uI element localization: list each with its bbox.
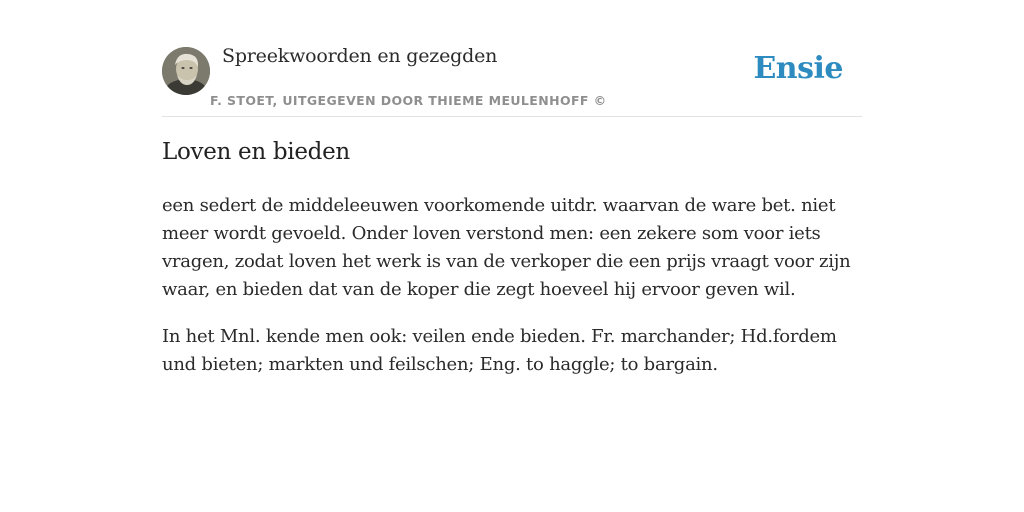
entry-title: Loven en bieden — [162, 139, 350, 165]
entry-paragraph: een sedert de middeleeuwen voorkomende uitdr. waarvan de ware bet. niet meer wordt gevoeld. Onder loven verstond men: een zekere som voor iets vragen, zodat loven het werk is van de verkoper die een prijs vraagt voor zijn waar, en bieden dat van de koper die zegt hoeveel hij ervoor geven wil. — [162, 195, 851, 300]
ensie-logo[interactable]: Ensie — [753, 51, 843, 86]
dictionary-title[interactable]: Spreekwoorden en gezegden — [222, 45, 498, 67]
entry-paragraph: In het Mnl. kende men ook: veilen ende bieden. Fr. marchander; Hd.fordem und bieten; markten und feilschen; Eng. to haggle; to bargain. — [162, 326, 837, 375]
dictionary-header — [162, 0, 862, 117]
dictionary-credit: F. STOET, UITGEGEVEN DOOR THIEME MEULENHOFF © — [210, 93, 607, 108]
author-portrait[interactable] — [162, 47, 210, 95]
portrait-image — [162, 47, 210, 95]
